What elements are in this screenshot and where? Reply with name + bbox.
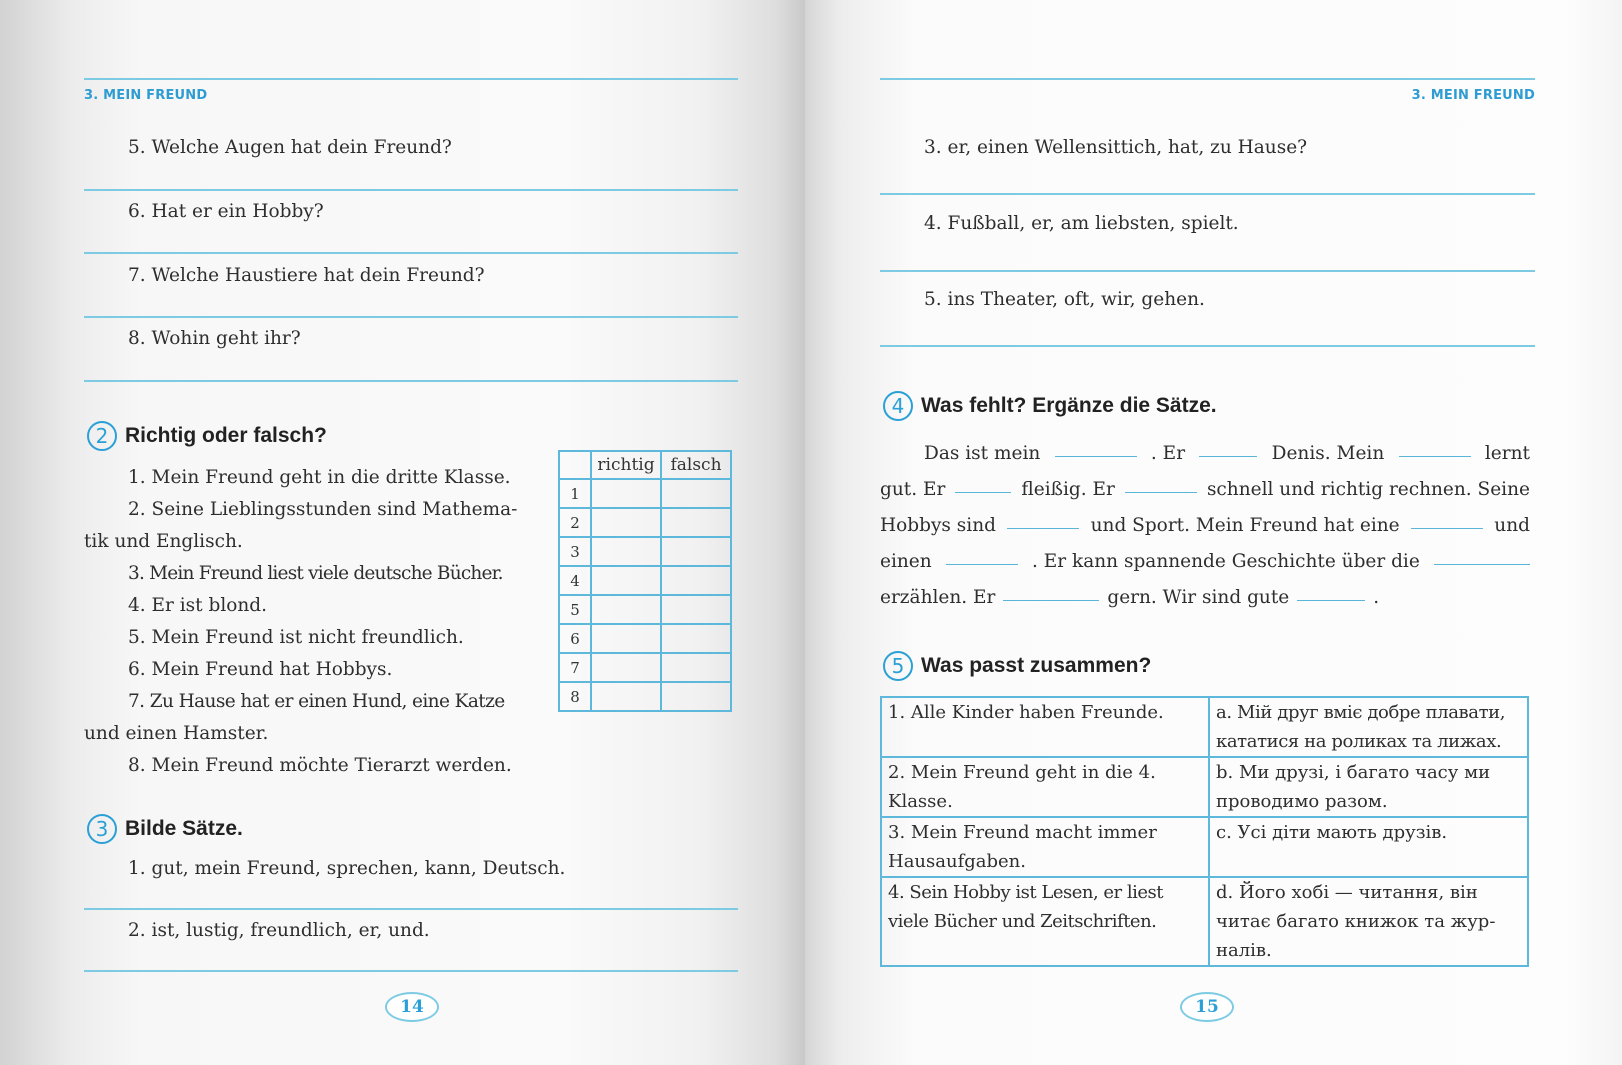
fill-word: Hobbys sind [880,515,996,536]
falsch-cell[interactable] [661,479,731,508]
header-rule-left [84,78,738,80]
statement-7: 7. Zu Hause hat er einen Hund, eine Katze [128,691,505,712]
fill-blank[interactable] [955,472,1011,493]
fill-word: und [1494,515,1530,536]
table-row [559,566,731,595]
german-sentence-cell[interactable]: 4. Sein Hobby ist Lesen, er liest viele Bücher und Zeitschriften. [881,877,1209,966]
fill-word: . Er kann spannende Geschichte über die [1032,551,1420,572]
table-corner [559,451,591,479]
table-row [559,595,731,624]
fill-blank[interactable] [1003,580,1099,601]
ex3-answer-line-3[interactable] [880,193,1535,195]
ex3-answer-line-4[interactable] [880,270,1535,272]
question-8: 8. Wohin geht ihr? [128,328,301,349]
ukrainian-sentence-cell[interactable]: c. Усі діти мають друзів. [1209,817,1528,877]
fill-word: Denis. Mein [1271,443,1385,464]
exercise-2-title: Richtig oder falsch? [125,424,327,447]
falsch-cell[interactable] [661,537,731,566]
question-6: 6. Hat er ein Hobby? [128,201,324,222]
fill-blank[interactable] [1434,544,1530,565]
richtig-cell[interactable] [591,566,661,595]
fill-blank[interactable] [1199,436,1257,457]
table-row [559,508,731,537]
row-number: 6 [559,624,591,653]
statement-5: 5. Mein Freund ist nicht freundlich. [128,627,464,648]
falsch-cell[interactable] [661,566,731,595]
page-number-left: 14 [385,992,439,1022]
richtig-cell[interactable] [591,682,661,711]
statement-2: 2. Seine Lieblingsstunden sind Mathema- [128,499,518,520]
exercise-4-heading [883,391,1217,421]
ukrainian-sentence-cell[interactable]: a. Мій друг вміє добре плавати, кататися на роликах та лижах. [1209,697,1528,757]
fill-word: lernt [1484,443,1530,464]
table-row [559,479,731,508]
richtig-cell[interactable] [591,479,661,508]
richtig-cell[interactable] [591,624,661,653]
ex3-item-1: 1. gut, mein Freund, sprechen, kann, Deutsch. [128,858,566,879]
fill-blank[interactable] [1297,580,1365,601]
header-rule-right [880,78,1535,80]
fill-blank[interactable] [1007,508,1079,529]
fill-word: einen [880,551,932,572]
exercise-number-4: 4 [883,391,913,421]
falsch-cell[interactable] [661,682,731,711]
ex3-item-2: 2. ist, lustig, freundlich, er, und. [128,920,430,941]
fill-word: und Sport. Mein Freund hat eine [1090,515,1400,536]
fill-line-2 [880,472,1530,508]
fill-word: Das ist mein [924,443,1041,464]
row-number: 3 [559,537,591,566]
exercise-3-title: Bilde Sätze. [125,817,243,840]
table-row [881,757,1528,817]
row-number: 5 [559,595,591,624]
german-sentence-cell[interactable]: 3. Mein Freund macht immer Hausaufgaben. [881,817,1209,877]
page-number-right: 15 [1180,992,1234,1022]
exercise-4-title: Was fehlt? Ergänze die Sätze. [921,394,1217,417]
falsch-cell[interactable] [661,595,731,624]
ukrainian-sentence-cell[interactable]: d. Його хобі — читання, він читає багато книжок та жур- налів. [1209,877,1528,966]
statement-3: 3. Mein Freund liest viele deutsche Bücher. [128,563,503,584]
answer-line-5[interactable] [84,189,738,191]
falsch-cell[interactable] [661,508,731,537]
fill-word: gut. Er [880,479,946,500]
fill-in-text [880,436,1530,616]
ex3-answer-line-2[interactable] [84,970,738,972]
fill-line-5 [880,580,1530,616]
ex3-answer-line-1[interactable] [84,908,738,910]
fill-blank[interactable] [946,544,1018,565]
richtig-cell[interactable] [591,508,661,537]
running-header-left: 3. MEIN FREUND [84,88,208,103]
row-number: 8 [559,682,591,711]
statement-7-cont: und einen Hamster. [84,723,269,744]
row-number: 2 [559,508,591,537]
exercise-number-5: 5 [883,651,913,681]
fill-line-3 [880,508,1530,544]
richtig-cell[interactable] [591,595,661,624]
fill-blank[interactable] [1055,436,1137,457]
table-row [559,682,731,711]
statement-2-cont: tik und Englisch. [84,531,243,552]
row-number: 7 [559,653,591,682]
answer-line-7[interactable] [84,316,738,318]
exercise-number-3: 3 [87,814,117,844]
answer-line-8[interactable] [84,380,738,382]
fill-word: . [1373,587,1380,608]
ex3-item-3: 3. er, einen Wellensittich, hat, zu Hause? [924,137,1308,158]
table-row [881,697,1528,757]
german-sentence-cell[interactable]: 1. Alle Kinder haben Freunde. [881,697,1209,757]
fill-line-4 [880,544,1530,580]
running-header-right: 3. MEIN FREUND [1411,88,1535,103]
falsch-cell[interactable] [661,653,731,682]
exercise-3-heading [87,814,243,844]
table-row [559,653,731,682]
row-number: 4 [559,566,591,595]
fill-blank[interactable] [1125,472,1197,493]
left-page [0,0,805,1065]
exercise-2-heading [87,421,327,451]
ex3-item-4: 4. Fußball, er, am liebsten, spielt. [924,213,1239,234]
fill-blank[interactable] [1411,508,1483,529]
table-row [559,537,731,566]
statement-4: 4. Er ist blond. [128,595,268,616]
col-richtig: richtig [591,451,661,479]
ex3-answer-line-5[interactable] [880,345,1535,347]
fill-word: gern. Wir sind gute [1107,587,1290,608]
question-5: 5. Welche Augen hat dein Freund? [128,137,452,158]
exercise-number-2: 2 [87,421,117,451]
table-row [881,817,1528,877]
german-sentence-cell[interactable]: 2. Mein Freund geht in die 4. Klasse. [881,757,1209,817]
richtig-falsch-table [558,450,732,712]
exercise-5-heading [883,651,1151,681]
ex3-item-5: 5. ins Theater, oft, wir, gehen. [924,289,1205,310]
richtig-cell[interactable] [591,653,661,682]
table-row [559,624,731,653]
matching-table [880,696,1529,967]
answer-line-6[interactable] [84,252,738,254]
fill-word: fleißig. Er [1021,479,1115,500]
richtig-cell[interactable] [591,537,661,566]
fill-word: . Er [1150,443,1186,464]
fill-word: erzählen. Er [880,587,996,608]
table-row [881,877,1528,966]
row-number: 1 [559,479,591,508]
fill-word: schnell und richtig rechnen. Seine [1206,479,1530,500]
question-7: 7. Welche Haustiere hat dein Freund? [128,265,485,286]
col-falsch: falsch [661,451,731,479]
fill-blank[interactable] [1399,436,1471,457]
statement-8: 8. Mein Freund möchte Tierarzt werden. [128,755,512,776]
statement-1: 1. Mein Freund geht in die dritte Klasse. [128,467,511,488]
ukrainian-sentence-cell[interactable]: b. Ми друзі, і багато часу ми проводимо разом. [1209,757,1528,817]
exercise-5-title: Was passt zusammen? [921,654,1152,677]
falsch-cell[interactable] [661,624,731,653]
fill-line-1 [880,436,1530,472]
statement-6: 6. Mein Freund hat Hobbys. [128,659,393,680]
